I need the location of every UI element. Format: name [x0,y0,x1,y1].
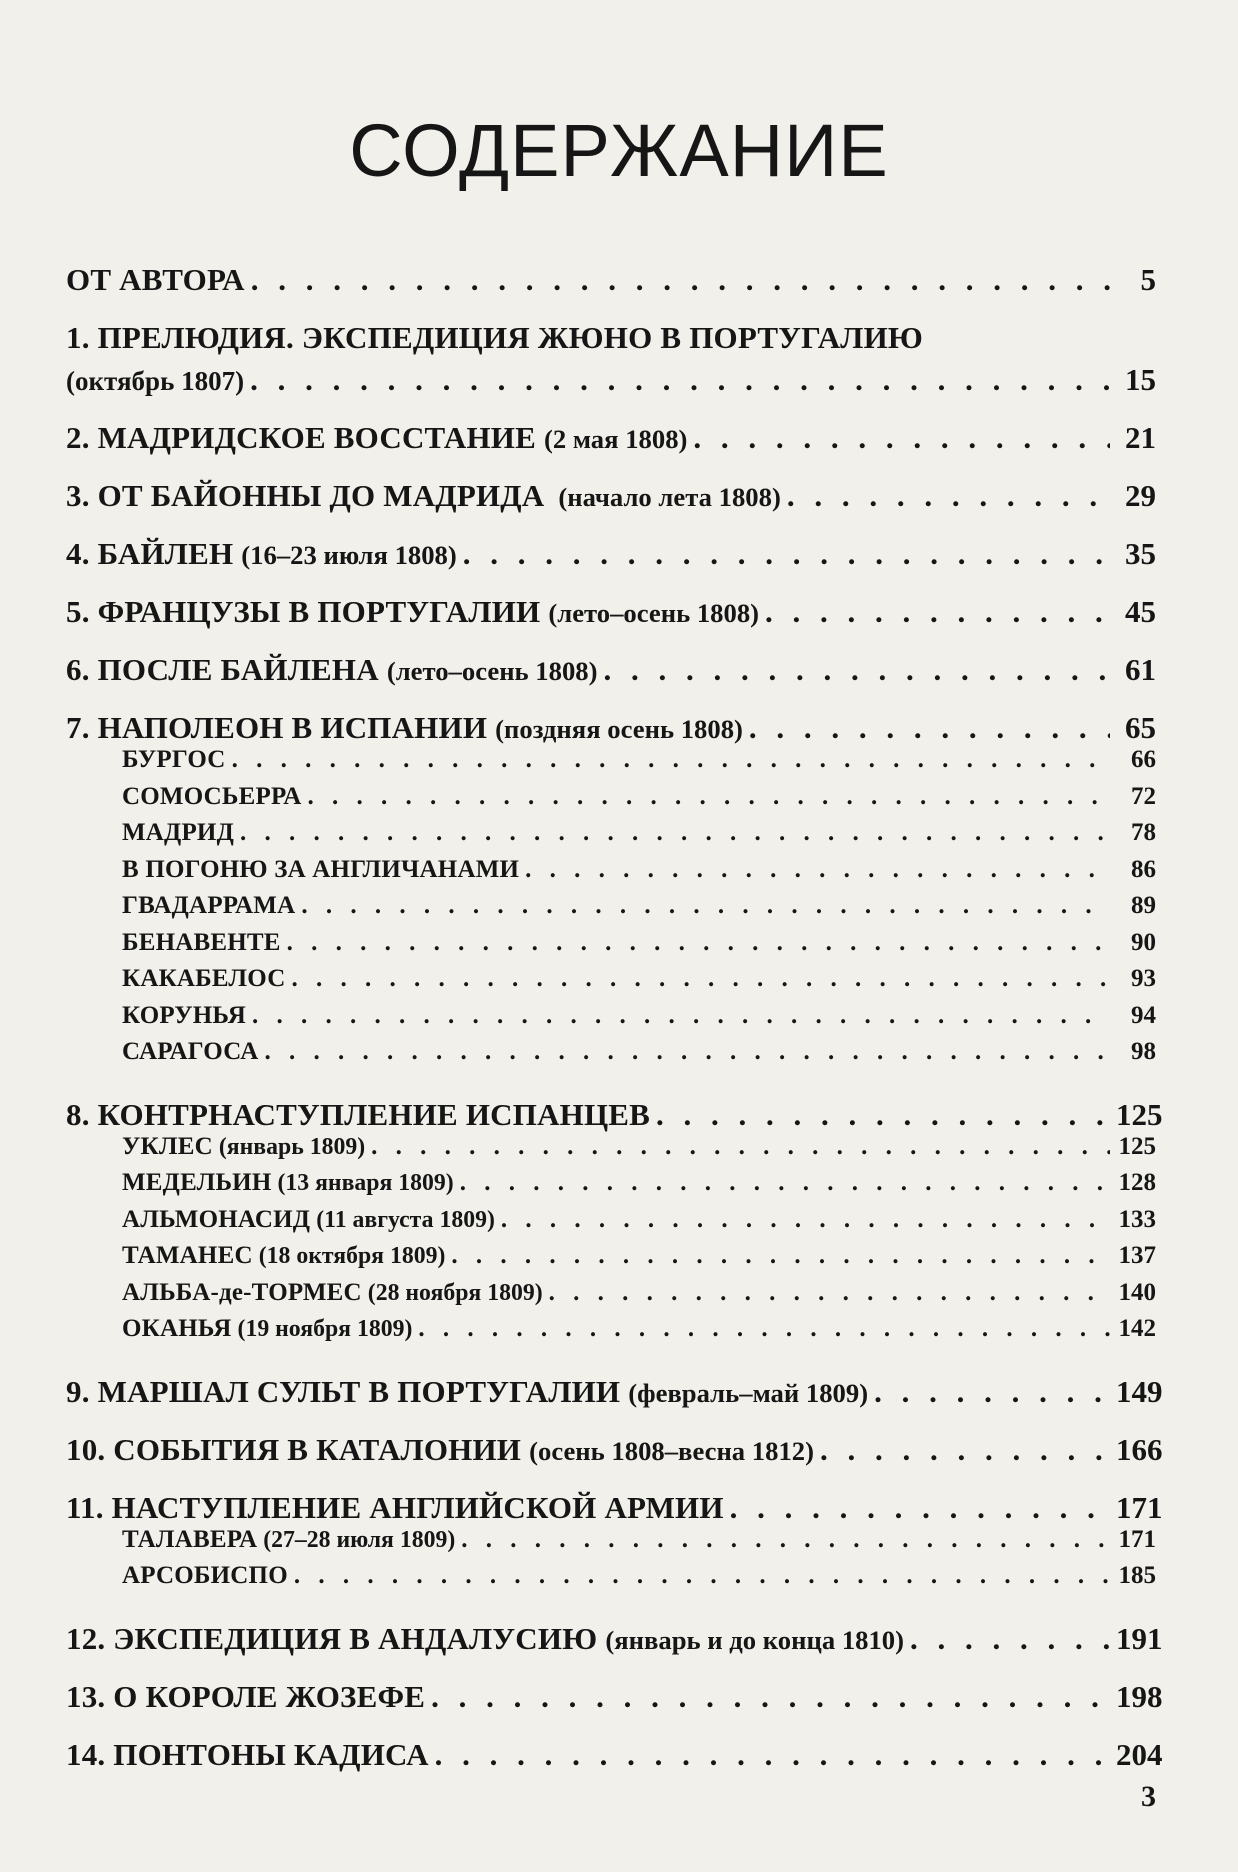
toc-entry-date: (октябрь 1807) [66,366,245,396]
toc-entry-date: (2 мая 1808) [543,424,688,454]
toc-entry-page: 137 [1118,1242,1156,1269]
toc-entry-page: 171 [1118,1525,1156,1553]
toc-entry-label: ОТ АВТОРА [66,262,245,297]
leader-dots [265,1038,1111,1066]
toc-entry-page: 61 [1125,652,1156,687]
toc-entry [66,420,1156,456]
toc-entry-date: (февраль–май 1809) [628,1377,869,1408]
toc-entry [66,710,1156,746]
leader-dots [301,892,1110,920]
toc-subentry-label: АЛЬБА-де-ТОРМЕС [122,1278,362,1306]
leader-dots [501,1206,1110,1234]
toc-entry [66,1736,1163,1773]
toc-entry-page: 90 [1131,928,1156,956]
toc-subentry-label: МАДРИД [122,819,234,846]
toc-entry-page: 5 [1140,262,1156,297]
table-of-contents [66,262,1163,1773]
leader-dots [287,929,1110,957]
toc-entry [66,362,1156,398]
toc-entry-date: (поздняя осень 1808) [495,714,743,744]
toc-entry-date: (19 ноября 1809) [237,1316,413,1342]
leader-dots [418,1315,1110,1343]
toc-entry [66,262,1156,298]
toc-entry-page: 149 [1116,1373,1163,1409]
toc-subentry-label: БЕНАВЕНТЕ [122,928,281,956]
leader-dots [730,1490,1110,1526]
toc-subentry-label: КАКАБЕЛОС [122,965,286,992]
toc-subentry-label: АРСОБИСПО [122,1562,288,1589]
toc-subentry [66,929,1156,966]
toc-entry-page: 45 [1125,594,1156,629]
toc-subentry-label: КОРУНЬЯ [122,1001,247,1029]
leader-dots [910,1621,1110,1657]
toc-entry-page: 86 [1131,855,1156,883]
toc-entry [66,594,1156,630]
toc-entry-page: 191 [1116,1620,1163,1656]
toc-entry-label: 6. ПОСЛЕ БАЙЛЕНА [66,652,379,687]
toc-entry-date: (16–23 июля 1808) [241,540,457,570]
toc-entry-page: 15 [1125,362,1156,397]
leader-dots [765,594,1110,630]
toc-entry-date: (28 ноября 1809) [367,1279,543,1306]
toc-subentry-label: САРАГОСА [122,1038,259,1065]
toc-entry-label: 4. БАЙЛЕН [66,536,234,571]
toc-entry-label: 11. НАСТУПЛЕНИЕ АНГЛИЙСКОЙ АРМИИ [66,1489,724,1525]
toc-entry-date: (начало лета 1808) [558,482,781,512]
toc-entry-date: (январь 1809) [218,1133,366,1160]
toc-entry-label: 12. ЭКСПЕДИЦИЯ В АНДАЛУСИЮ [66,1620,598,1656]
toc-subentry [66,856,1156,893]
leader-dots [308,783,1110,811]
leader-dots [460,1169,1110,1197]
toc-subentry [66,1002,1156,1039]
toc-subentry-label: В ПОГОНЮ ЗА АНГЛИЧАНАМИ [122,855,520,883]
toc-subentry [66,1562,1156,1599]
toc-entry [66,1489,1163,1526]
toc-subentry [66,1242,1156,1279]
toc-subentry [66,892,1156,929]
leader-dots [820,1432,1110,1468]
toc-entry-page: 21 [1125,420,1156,455]
toc-entry-page: 78 [1131,819,1156,846]
toc-entry-date: (январь и до конца 1810) [605,1624,905,1655]
leader-dots [291,965,1110,993]
leader-dots [787,478,1110,514]
toc-entry-date: (27–28 июля 1809) [263,1526,456,1553]
toc-entry-label: 2. МАДРИДСКОЕ ВОССТАНИЕ [66,420,536,455]
leader-dots [251,262,1110,298]
toc-entry-page: 125 [1118,1132,1156,1160]
toc-subentry-label: ГВАДАРРАМА [122,892,296,919]
toc-subentry [66,1038,1156,1075]
toc-entry-page: 128 [1118,1169,1156,1196]
toc-entry-page: 65 [1125,710,1156,745]
toc-entry-page: 35 [1125,536,1156,571]
toc-entry-page: 140 [1118,1278,1156,1306]
toc-entry-page: 72 [1131,782,1156,810]
toc-entry-label: 14. ПОНТОНЫ КАДИСА [66,1736,429,1772]
toc-subentry [66,783,1156,820]
toc-entry-page: 171 [1116,1489,1163,1525]
toc-entry-date: (лето–осень 1808) [386,656,598,686]
leader-dots [749,710,1110,746]
toc-entry-page: 98 [1131,1038,1156,1065]
toc-subentry-label: ТАМАНЕС [122,1242,253,1269]
toc-entry-page: 198 [1116,1678,1163,1714]
leader-dots [451,1242,1110,1270]
leader-dots [371,1133,1110,1161]
toc-entry-date: (18 октября 1809) [258,1243,446,1269]
leader-dots [252,1002,1110,1030]
leader-dots [240,819,1110,847]
toc-entry-page: 93 [1131,965,1156,992]
leader-dots [874,1374,1110,1410]
toc-subentry-label: МЕДЕЛЬИН [122,1169,272,1196]
leader-dots [294,1562,1110,1590]
toc-entry [66,652,1156,688]
page-number: 3 [1141,1780,1156,1813]
toc-entry [66,1678,1163,1715]
toc-entry-page: 94 [1131,1001,1156,1029]
toc-entry-label: 8. КОНТРНАСТУПЛЕНИЕ ИСПАНЦЕВ [66,1096,651,1132]
toc-entry-label: 5. ФРАНЦУЗЫ В ПОРТУГАЛИИ [66,594,541,629]
leader-dots [232,746,1110,774]
toc-entry [66,536,1156,572]
toc-subentry-label: БУРГОС [122,746,226,773]
leader-dots [463,536,1110,572]
leader-dots [549,1279,1110,1307]
toc-subentry-label: АЛЬМОНАСИД [122,1205,311,1233]
toc-entry-page: 185 [1118,1562,1156,1589]
toc-entry-date: (лето–осень 1808) [548,598,760,628]
leader-dots [525,856,1110,884]
toc-entry-page: 125 [1116,1096,1163,1132]
toc-subentry [66,1169,1156,1206]
toc-entry [66,1620,1163,1657]
toc-entry-page: 29 [1125,478,1156,513]
toc-entry-label: 1. ПРЕЛЮДИЯ. ЭКСПЕДИЦИЯ ЖЮНО В ПОРТУГАЛИЮ [66,320,924,355]
toc-entry-page: 166 [1116,1431,1163,1467]
toc-subentry-label: УКЛЕС [122,1132,213,1160]
page-title: СОДЕРЖАНИЕ [349,109,889,192]
toc-entry-label: 13. О КОРОЛЕ ЖОЗЕФЕ [66,1678,426,1714]
toc-entry-page: 66 [1131,746,1156,773]
toc-entry-page: 142 [1118,1315,1156,1342]
toc-entry [66,1373,1163,1410]
toc-subentry [66,1206,1156,1243]
leader-dots [604,652,1111,688]
toc-subentry [66,1133,1156,1170]
toc-subentry-label: СОМОСЬЕРРА [122,782,302,810]
toc-subentry [66,746,1156,783]
toc-entry-label: 3. ОТ БАЙОННЫ ДО МАДРИДА [66,478,545,513]
toc-subentry-label: ТАЛАВЕРА [122,1525,258,1553]
leader-dots [431,1679,1110,1715]
toc-entry [66,478,1156,514]
toc-entry-page: 89 [1131,892,1156,919]
leader-dots [693,420,1110,456]
toc-entry [66,1431,1163,1468]
leader-dots [656,1097,1110,1133]
toc-entry-date: (11 августа 1809) [316,1206,495,1233]
toc-entry-label: 10. СОБЫТИЯ В КАТАЛОНИИ [66,1431,522,1467]
leader-dots [461,1526,1110,1554]
toc-entry-page: 204 [1116,1736,1163,1772]
leader-dots [435,1737,1110,1773]
toc-subentry [66,1315,1156,1352]
leader-dots [250,362,1110,398]
toc-subentry-label: ОКАНЬЯ [122,1315,232,1342]
toc-subentry [66,819,1156,856]
toc-entry-page: 133 [1118,1205,1156,1233]
toc-subentry [66,1279,1156,1316]
toc-entry-date: (13 января 1809) [277,1170,454,1196]
toc-entry-label: 7. НАПОЛЕОН В ИСПАНИИ [66,710,488,745]
toc-subentry [66,965,1156,1002]
toc-subentry [66,1526,1156,1563]
toc-entry-date: (осень 1808–весна 1812) [529,1435,814,1466]
toc-entry-label: 9. МАРШАЛ СУЛЬТ В ПОРТУГАЛИИ [66,1373,621,1409]
toc-entry [66,1096,1163,1133]
